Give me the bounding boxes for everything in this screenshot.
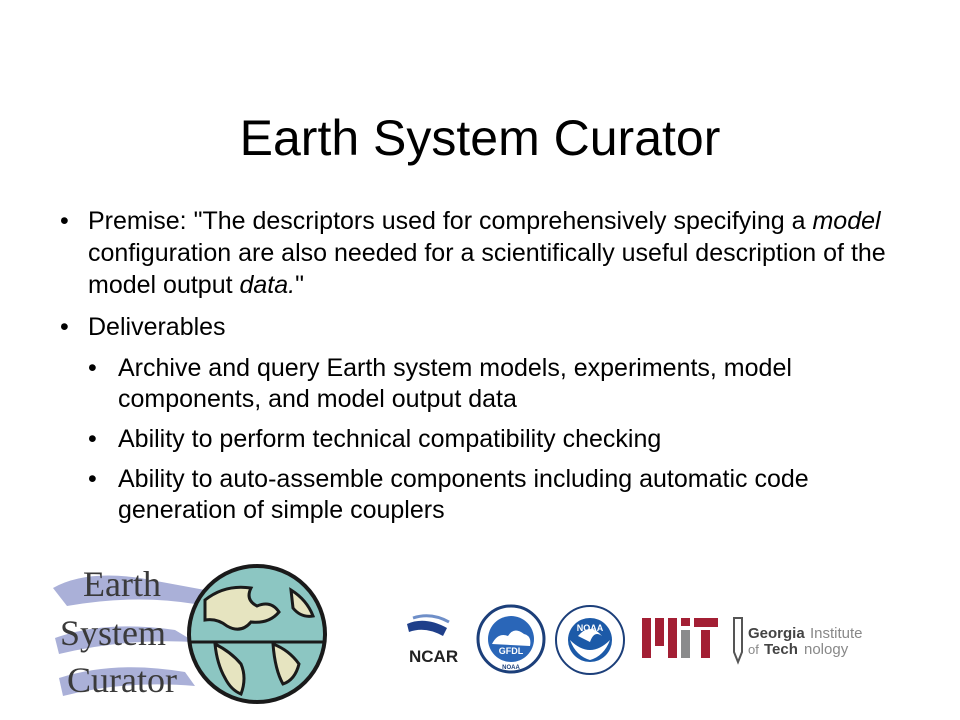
ncar-text: NCAR [409, 647, 459, 666]
of-text: of [748, 642, 759, 657]
tech-text: Tech [764, 641, 798, 658]
ncar-logo [405, 610, 465, 666]
deliverables-label: Deliverables [88, 313, 226, 341]
logo-text-earth: Earth [83, 564, 161, 604]
georgia-text: Georgia [748, 625, 805, 642]
logo-text-system: System [60, 613, 167, 653]
premise-emphasis-data: data. [239, 271, 296, 299]
gfdl-text: GFDL [498, 646, 524, 656]
premise-text-end: " [295, 271, 304, 299]
bullet-dot: • [88, 425, 97, 453]
institute-text: Institute [810, 625, 863, 642]
deliverable-item [88, 353, 920, 415]
noaa-text: NOAA [576, 623, 604, 633]
gfdl-logo [476, 604, 546, 674]
premise-emphasis-model: model [812, 207, 881, 235]
deliverable-item [88, 424, 920, 455]
slide-title: Earth System Curator [239, 110, 721, 166]
nology-text: nology [804, 641, 849, 658]
deliverables-bullet [60, 311, 920, 343]
globe-icon [189, 566, 325, 702]
bullet-dot: • [60, 313, 69, 341]
bullet-dot: • [88, 465, 97, 493]
logo-text-curator: Curator [67, 660, 177, 700]
earth-system-curator-logo [45, 560, 330, 710]
deliverable-text: Archive and query Earth system models, experiments, model components, and model output data [118, 354, 792, 413]
deliverable-item [88, 464, 920, 526]
georgia-tech-tower-icon [734, 618, 742, 662]
gfdl-bottom-text: NOAA [502, 665, 520, 671]
mit-logo [640, 614, 720, 662]
noaa-logo [554, 604, 626, 676]
premise-bullet [60, 205, 920, 301]
bullet-list [60, 205, 920, 535]
deliverable-text: Ability to perform technical compatibility checking [118, 425, 662, 453]
ncar-swoosh [407, 621, 447, 636]
premise-text-start: Premise: "The descriptors used for comprehensively specifying a [88, 207, 813, 235]
deliverable-text: Ability to auto-assemble components including automatic code generation of simple couplers [118, 465, 809, 524]
bullet-dot: • [60, 207, 69, 235]
georgia-tech-logo [728, 612, 878, 666]
premise-text-middle: configuration are also needed for a scientifically useful description of the model output [88, 239, 886, 299]
bullet-dot: • [88, 354, 97, 382]
